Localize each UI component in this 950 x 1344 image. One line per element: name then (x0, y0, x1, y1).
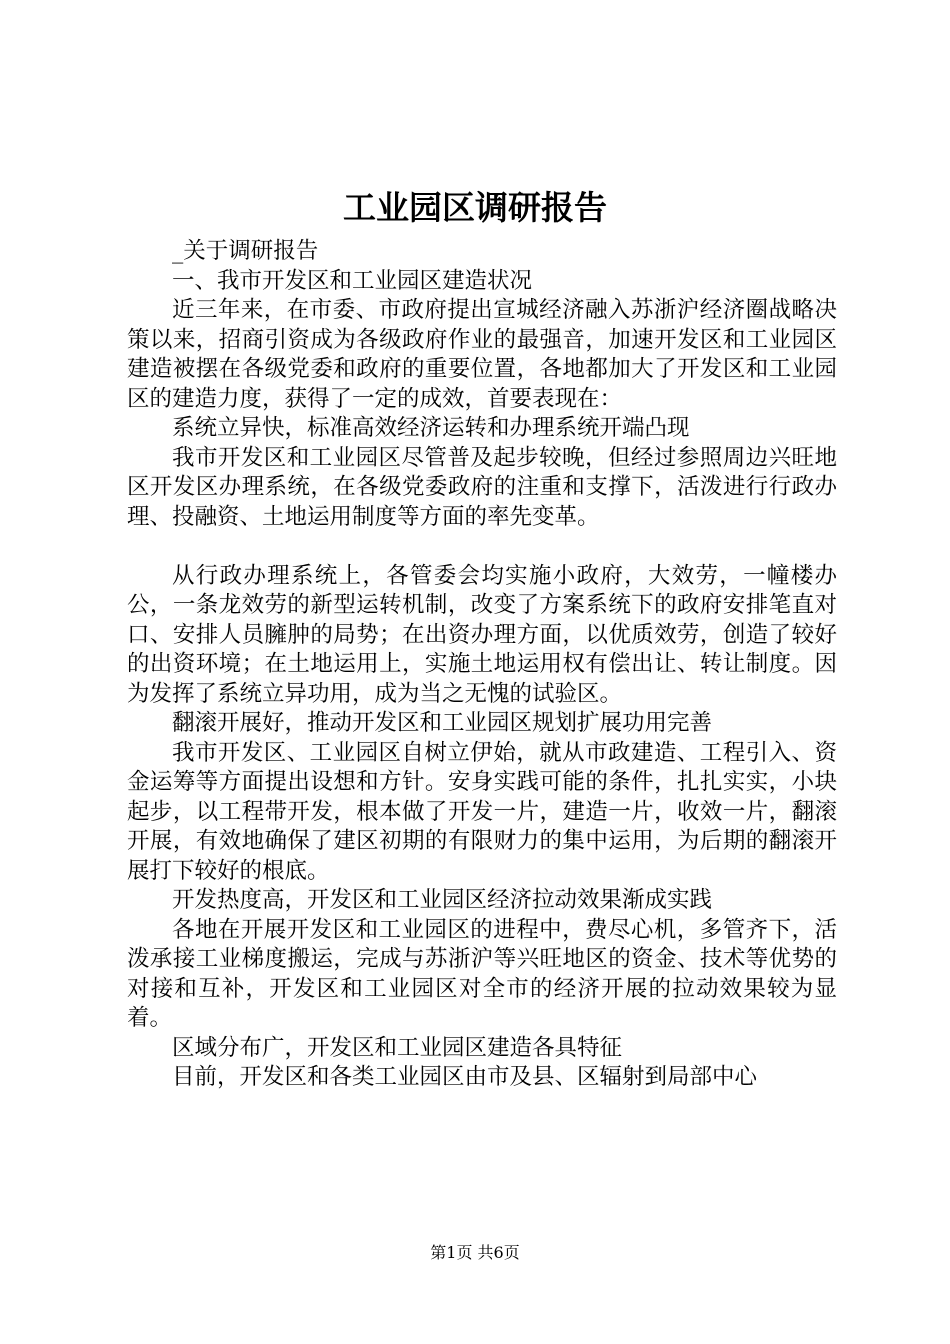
paragraph: 各地在开展开发区和工业园区的进程中，费尽心机，多管齐下，活泼承接工业梯度搬运，完成与苏浙沪等兴旺地区的资金、技术等优势的对接和互补，开发区和工业园区对全市的经济开展的拉动效果较为显着。 (127, 916, 837, 1031)
paragraph-subtitle: _关于调研报告 (172, 238, 319, 264)
subheading: 开发热度高，开发区和工业园区经济拉动效果渐成实践 (172, 887, 713, 913)
paragraph: 近三年来，在市委、市政府提出宣城经济融入苏浙沪经济圈战略决策以来，招商引资成为各级政府作业的最强音，加速开发区和工业园区建造被摆在各级党委和政府的重要位置，各地都加大了开发区和工业园区的建造力度，获得了一定的成效，首要表现在： (127, 297, 837, 412)
paragraph: 我市开发区、工业园区自树立伊始，就从市政建造、工程引入、资金运筹等方面提出设想和方针。安身实践可能的条件，扎扎实实，小块起步，以工程带开发，根本做了开发一片，建造一片，收效一片，翻滚开展，有效地确保了建区初期的有限财力的集中运用，为后期的翻滚开展打下较好的根底。 (127, 739, 837, 884)
subheading: 系统立异快，标准高效经济运转和办理系统开端凸现 (172, 415, 690, 441)
subheading: 翻滚开展好，推动开发区和工业园区规划扩展功用完善 (172, 710, 713, 736)
paragraph: 目前，开发区和各类工业园区由市及县、区辐射到局部中心 (172, 1064, 758, 1090)
subheading: 区域分布广，开发区和工业园区建造各具特征 (172, 1034, 623, 1061)
page-footer: 第1页 共6页 (430, 1243, 520, 1262)
document-title: 工业园区调研报告 (343, 188, 607, 227)
section-heading: 一、我市开发区和工业园区建造状况 (172, 267, 533, 294)
document-body (127, 237, 837, 1093)
paragraph: 从行政办理系统上，各管委会均实施小政府，大效劳，一幢楼办公，一条龙效劳的新型运转机制，改变了方案系统下的政府安排笔直对口、安排人员臃肿的局势；在出资办理方面，以优质效劳，创造了较好的出资环境；在土地运用上，实施土地运用权有偿出让、转让制度。因为发挥了系统立异功用，成为当之无愧的试验区。 (127, 562, 837, 707)
paragraph: 我市开发区和工业园区尽管普及起步较晚，但经过参照周边兴旺地区开发区办理系统，在各级党委政府的注重和支撑下，活泼进行行政办理、投融资、土地运用制度等方面的率先变革。 (127, 444, 837, 530)
